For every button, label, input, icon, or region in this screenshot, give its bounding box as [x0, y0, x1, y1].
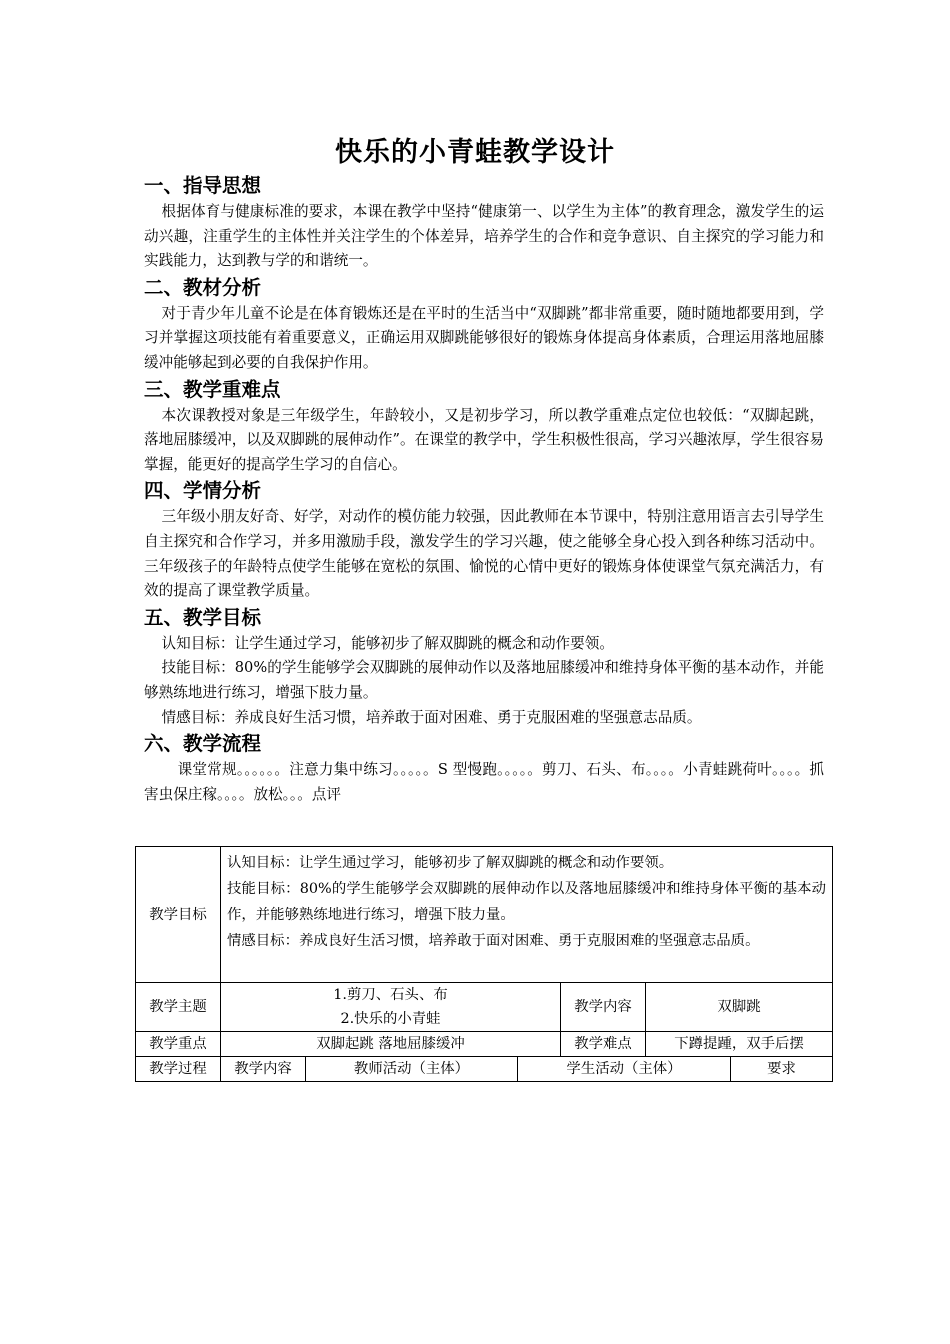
student-activity-header: 学生活动（主体） — [518, 1057, 731, 1082]
section-paragraph-student-analysis: 三年级小朋友好奇、好学，对动作的模仿能力较强，因此教师在本节课中，特别注意用语言去引导学生自主探究和合作学习，并多用激励手段，激发学生的学习兴趣，使之能够全身心投入到各种练习活动中。三年级孩子的年龄特点使学生能够在宽松的氛围、愉悦的心情中更好的锻炼身体使课堂气氛充满活力，有效的提高了课堂教学质量。 — [144, 508, 824, 600]
document-body — [144, 172, 824, 807]
table-row-goals — [136, 847, 833, 983]
section-paragraph-key-points: 本次课教授对象是三年级学生，年龄较小，又是初步学习，所以教学重难点定位也较低：“双脚起跳，落地屈膝缓冲，以及双脚跳的展伸动作”。在课堂的教学中，学生积极性很高，学习兴趣浓厚，学生很容易掌握，能更好的提高学生学习的自信心。 — [144, 406, 824, 473]
section-paragraph-teaching-flow: 课堂常规。。。。。。注意力集中练习。。。。。S 型慢跑。。。。。剪刀、石头、布。。。。小青蛙跳荷叶。。。。抓害虫保庄稼。。。。放松。。。点评 — [144, 761, 824, 803]
table-goal-skill: 技能目标：80%的学生能够学会双脚跳的展伸动作以及落地屈膝缓冲和维持身体平衡的基本动作，并能够熟练地进行练习，增强下肢力量。 — [227, 881, 827, 923]
theme-value-cell — [221, 983, 561, 1032]
section-heading-key-points: 三、教学重难点 — [144, 377, 281, 401]
section-heading-teaching-goals: 五、教学目标 — [144, 605, 262, 629]
table-row-theme — [136, 983, 833, 1032]
goal-skill: 技能目标：80%的学生能够学会双脚跳的展伸动作以及落地屈膝缓冲和维持身体平衡的基本动作，并能够熟练地进行练习，增强下肢力量。 — [144, 659, 824, 701]
section-heading-teaching-flow: 六、教学流程 — [144, 732, 262, 756]
goals-label-cell: 教学目标 — [136, 847, 221, 983]
teacher-activity-header: 教师活动（主体） — [306, 1057, 518, 1082]
difficulty-label-cell: 教学难点 — [561, 1032, 646, 1057]
requirements-header: 要求 — [731, 1057, 833, 1082]
section-heading-guiding-idea: 一、指导思想 — [144, 174, 262, 197]
focus-value-cell: 双脚起跳 落地屈膝缓冲 — [221, 1032, 561, 1057]
table-goal-affective: 情感目标：养成良好生活习惯，培养敢于面对困难、勇于克服困难的坚强意志品质。 — [227, 933, 760, 949]
section-heading-material-analysis: 二、教材分析 — [144, 275, 262, 299]
theme-line-1: 1.剪刀、石头、布 — [333, 987, 448, 1003]
content-label-cell: 教学内容 — [561, 983, 646, 1032]
content-value-cell: 双脚跳 — [646, 983, 833, 1032]
theme-line-2: 2.快乐的小青蛙 — [340, 1011, 441, 1027]
section-paragraph-guiding-idea: 根据体育与健康标准的要求，本课在教学中坚持“健康第一、以学生为主体”的教育理念，激发学生的运动兴趣，注重学生的主体性并关注学生的个体差异，培养学生的合作和竞争意识、自主探究的学习能力和实践能力，达到教与学的和谐统一。 — [144, 203, 824, 270]
focus-label-cell: 教学重点 — [136, 1032, 221, 1057]
goal-affective: 情感目标：养成良好生活习惯，培养敢于面对困难、勇于克服困难的坚强意志品质。 — [161, 708, 702, 726]
goals-content-cell — [221, 847, 833, 983]
table-goal-cognitive: 认知目标：让学生通过学习，能够初步了解双脚跳的概念和动作要领。 — [227, 855, 674, 871]
goal-cognitive: 认知目标：让学生通过学习，能够初步了解双脚跳的概念和动作要领。 — [161, 634, 614, 652]
document-title: 快乐的小青蛙教学设计 — [335, 137, 615, 168]
section-paragraph-material-analysis: 对于青少年儿童不论是在体育锻炼还是在平时的生活当中“双脚跳”都非常重要，随时随地都要用到，学习并掌握这项技能有着重要意义，正确运用双脚跳能够很好的锻炼身体提高身体素质，合理运用落地屈膝缓冲能够起到必要的自我保护作用。 — [144, 304, 824, 371]
process-label-cell: 教学过程 — [136, 1057, 221, 1082]
difficulty-value-cell: 下蹲提踵，双手后摆 — [646, 1032, 833, 1057]
section-heading-student-analysis: 四、学情分析 — [144, 479, 262, 503]
theme-label-cell: 教学主题 — [136, 983, 221, 1032]
table-row-process — [136, 1057, 833, 1082]
table-row-focus — [136, 1032, 833, 1057]
lesson-plan-table — [135, 846, 833, 1082]
process-content-header: 教学内容 — [221, 1057, 306, 1082]
